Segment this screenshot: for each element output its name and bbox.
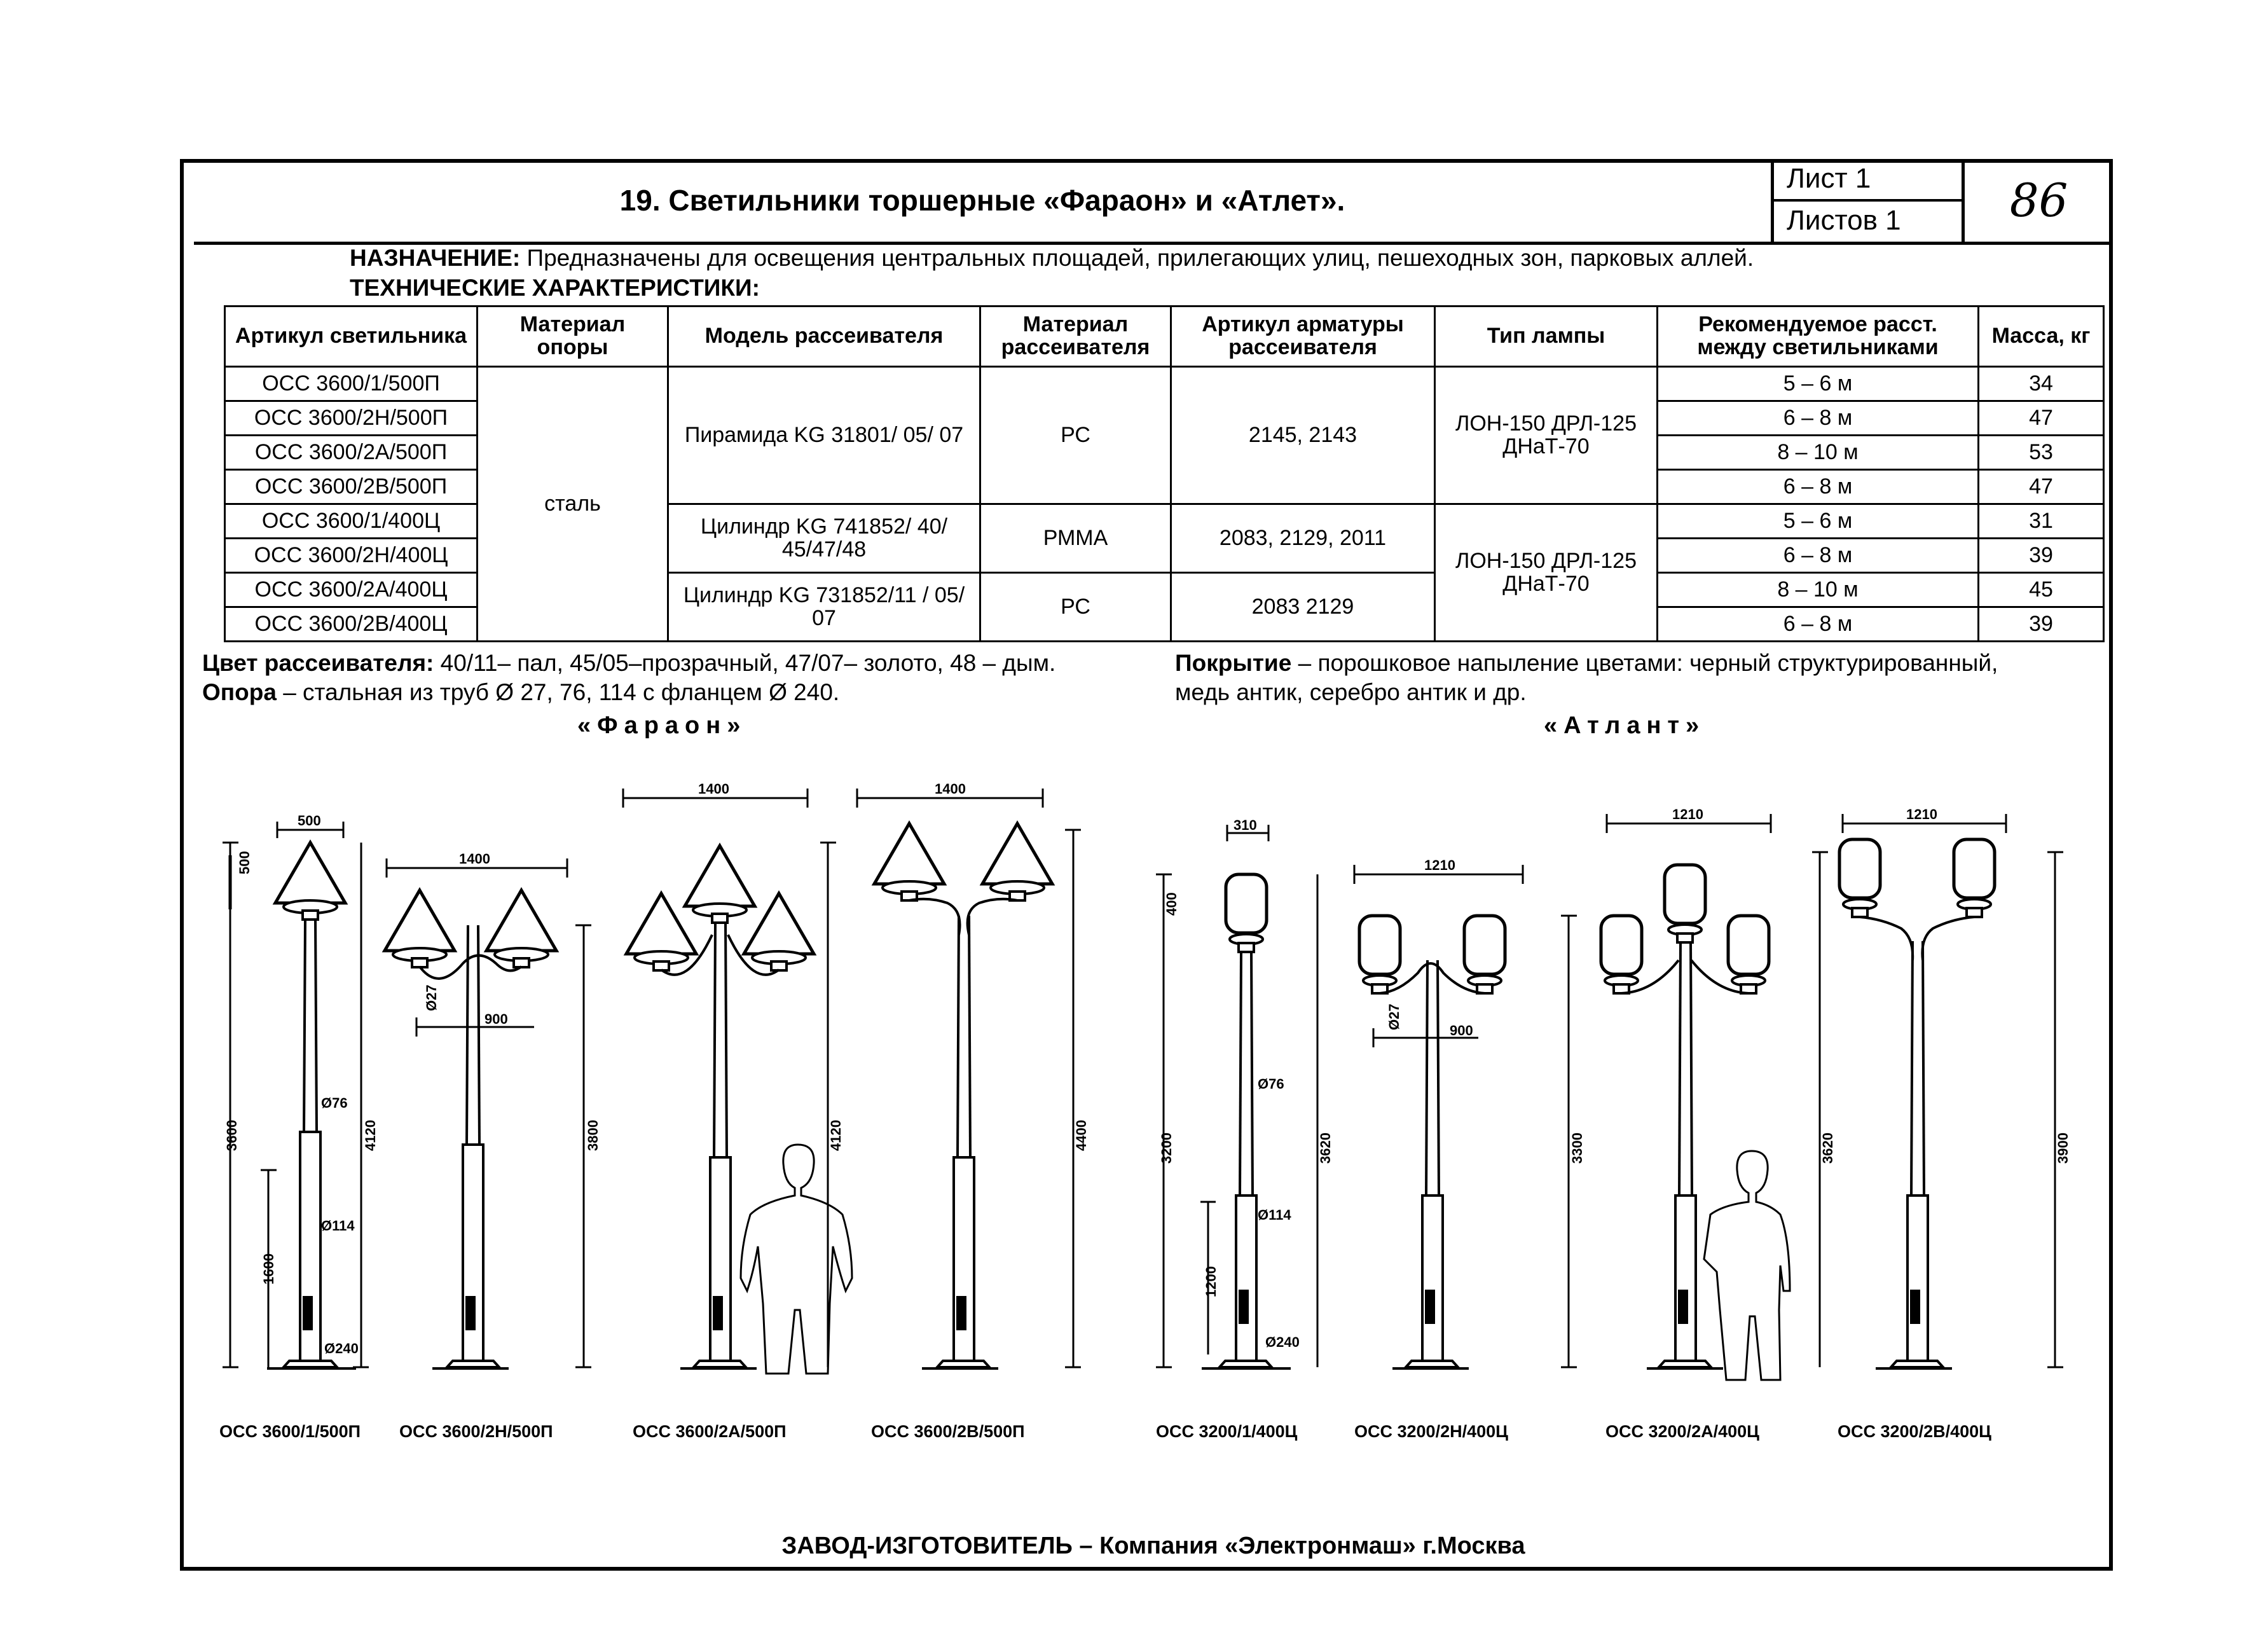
model-caption: ОСС 3600/1/500П	[219, 1422, 361, 1441]
model-caption: ОСС 3600/2А/500П	[633, 1422, 787, 1441]
article-cell: ОСС 3600/2Н/500П	[225, 401, 478, 436]
tech-heading: ТЕХНИЧЕСКИЕ ХАРАКТЕРИСТИКИ:	[350, 275, 760, 301]
support-text: – стальная из труб Ø 27, 76, 114 с фланцем Ø 240.	[276, 679, 840, 705]
faraon-heading: «Фараон»	[577, 712, 747, 739]
dim-w1400: 1400	[935, 781, 966, 797]
lamp-faraon-4	[874, 823, 1052, 1368]
mass-cell: 39	[1979, 539, 2104, 573]
dim-d76: Ø76	[1258, 1076, 1284, 1092]
page-title: 19. Светильники торшерные «Фараон» и «Атлет».	[619, 184, 1345, 217]
dim-h3200: 3200	[1158, 1133, 1174, 1164]
model-cell: Пирамида KG 31801/ 05/ 07	[668, 367, 980, 504]
dim-w1210: 1210	[1672, 806, 1703, 822]
model-caption: ОСС 3200/1/400Ц	[1156, 1422, 1298, 1441]
mass-cell: 45	[1979, 573, 2104, 607]
purpose-label: НАЗНАЧЕНИЕ:	[350, 245, 521, 271]
fitting-cell: 2083 2129	[1171, 573, 1435, 642]
lamp-atlant-4	[1839, 839, 1995, 1368]
diffuser-color-text: 40/11– пал, 45/05–прозрачный, 47/07– золото, 48 – дым.	[434, 650, 1056, 676]
distance-cell: 6 – 8 м	[1658, 401, 1979, 436]
purpose-text: Предназначены для освещения центральных площадей, прилегающих улиц, пешеходных зон, парковых аллей.	[520, 245, 1754, 271]
lamp-faraon-3	[626, 846, 814, 1368]
atlant-heading: «Атлант»	[1544, 712, 1706, 739]
dim-h500: 500	[237, 851, 252, 874]
diffuser-material-cell: РММА	[980, 504, 1171, 573]
lamp-atlant-2	[1359, 916, 1505, 1368]
article-cell: ОСС 3600/2В/400Ц	[225, 607, 478, 642]
col-header: Рекомендуемое расст. между светильниками	[1658, 307, 1979, 367]
distance-cell: 5 – 6 м	[1658, 504, 1979, 539]
lamp-atlant-3	[1601, 865, 1769, 1368]
article-cell: ОСС 3600/1/400Ц	[225, 504, 478, 539]
dim-w310: 310	[1234, 817, 1257, 833]
model-caption: ОСС 3200/2В/400Ц	[1838, 1422, 1991, 1441]
col-header: Масса, кг	[1979, 307, 2104, 367]
distance-cell: 5 – 6 м	[1658, 367, 1979, 401]
human-silhouette-icon	[741, 1145, 852, 1374]
manufacturer-footer: ЗАВОД-ИЗГОТОВИТЕЛЬ – Компания «Электронмаш» г.Москва	[781, 1533, 1525, 1559]
dim-w500: 500	[298, 813, 321, 829]
dim-d27: Ø27	[423, 984, 439, 1011]
dim-h1200: 1200	[1203, 1266, 1219, 1297]
coating-note-continued: медь антик, серебро антик и др.	[1175, 679, 1527, 705]
article-cell: ОСС 3600/2А/400Ц	[225, 573, 478, 607]
col-header: Тип лампы	[1435, 307, 1658, 367]
lamp-cell: ЛОН-150 ДРЛ-125 ДНаТ-70	[1435, 504, 1658, 642]
article-cell: ОСС 3600/1/500П	[225, 367, 478, 401]
article-cell: ОСС 3600/2Н/400Ц	[225, 539, 478, 573]
lamp-faraon-2	[385, 890, 556, 1368]
dim-h3620: 3620	[1820, 1133, 1836, 1164]
support-label: Опора	[202, 679, 277, 705]
col-header: Материал рассеивателя	[980, 307, 1171, 367]
col-header: Материал опоры	[478, 307, 668, 367]
support-material-cell: сталь	[478, 367, 668, 642]
model-caption: ОСС 3200/2Н/400Ц	[1354, 1422, 1508, 1441]
dim-w1210: 1210	[1906, 806, 1937, 822]
dim-h4400: 4400	[1073, 1120, 1089, 1151]
distance-cell: 8 – 10 м	[1658, 436, 1979, 470]
model-caption: ОСС 3600/2Н/500П	[399, 1422, 553, 1441]
fitting-cell: 2145, 2143	[1171, 367, 1435, 504]
diffuser-color-label: Цвет рассеивателя:	[202, 650, 434, 676]
mass-cell: 47	[1979, 470, 2104, 504]
mass-cell: 31	[1979, 504, 2104, 539]
page-number: 86	[1962, 159, 2113, 242]
article-cell: ОСС 3600/2А/500П	[225, 436, 478, 470]
col-header: Артикул светильника	[225, 307, 478, 367]
distance-cell: 6 – 8 м	[1658, 607, 1979, 642]
lamp-cell: ЛОН-150 ДРЛ-125 ДНаТ-70	[1435, 367, 1658, 504]
dim-w900: 900	[1450, 1023, 1473, 1038]
dim-h3620: 3620	[1317, 1133, 1333, 1164]
dim-d114: Ø114	[1258, 1207, 1291, 1223]
dim-h3900: 3900	[2055, 1133, 2071, 1164]
model-caption: ОСС 3600/2В/500П	[871, 1422, 1025, 1441]
mass-cell: 34	[1979, 367, 2104, 401]
distance-cell: 6 – 8 м	[1658, 470, 1979, 504]
fitting-cell: 2083, 2129, 2011	[1171, 504, 1435, 573]
dim-h3300: 3300	[1569, 1133, 1585, 1164]
mass-cell: 39	[1979, 607, 2104, 642]
coating-text: – порошковое напыление цветами: черный структурированный,	[1291, 650, 1998, 676]
diffuser-material-cell: РС	[980, 573, 1171, 642]
model-caption: ОСС 3200/2А/400Ц	[1605, 1422, 1759, 1441]
dim-d240: Ø240	[324, 1340, 359, 1356]
dim-h400: 400	[1164, 892, 1179, 916]
mass-cell: 53	[1979, 436, 2104, 470]
distance-cell: 8 – 10 м	[1658, 573, 1979, 607]
col-header: Артикул арматуры рассеивателя	[1171, 307, 1435, 367]
dim-h3800: 3800	[585, 1120, 601, 1151]
dim-h4120: 4120	[362, 1120, 378, 1151]
human-silhouette-icon	[1704, 1151, 1790, 1380]
dim-w1210: 1210	[1424, 857, 1455, 873]
dim-h4120: 4120	[828, 1120, 844, 1151]
col-header: Модель рассеивателя	[668, 307, 980, 367]
sheets-label: Листов 1	[1787, 205, 1901, 236]
distance-cell: 6 – 8 м	[1658, 539, 1979, 573]
dim-w1400: 1400	[459, 851, 490, 867]
mass-cell: 47	[1979, 401, 2104, 436]
article-cell: ОСС 3600/2В/500П	[225, 470, 478, 504]
dim-w900: 900	[485, 1011, 508, 1027]
sheet-label: Лист 1	[1787, 163, 1871, 194]
dim-d240: Ø240	[1265, 1334, 1300, 1350]
coating-label: Покрытие	[1175, 650, 1292, 676]
model-cell: Цилиндр KG 731852/11 / 05/ 07	[668, 573, 980, 642]
dim-w1400: 1400	[698, 781, 729, 797]
dim-d114: Ø114	[321, 1218, 355, 1234]
dim-h3600: 3600	[224, 1120, 240, 1151]
dim-d27: Ø27	[1386, 1003, 1402, 1030]
dim-d76: Ø76	[321, 1095, 348, 1111]
dimension-lines	[223, 789, 2063, 1367]
diffuser-material-cell: РС	[980, 367, 1171, 504]
dim-h1600: 1600	[261, 1253, 277, 1285]
model-cell: Цилиндр KG 741852/ 40/ 45/47/48	[668, 504, 980, 573]
